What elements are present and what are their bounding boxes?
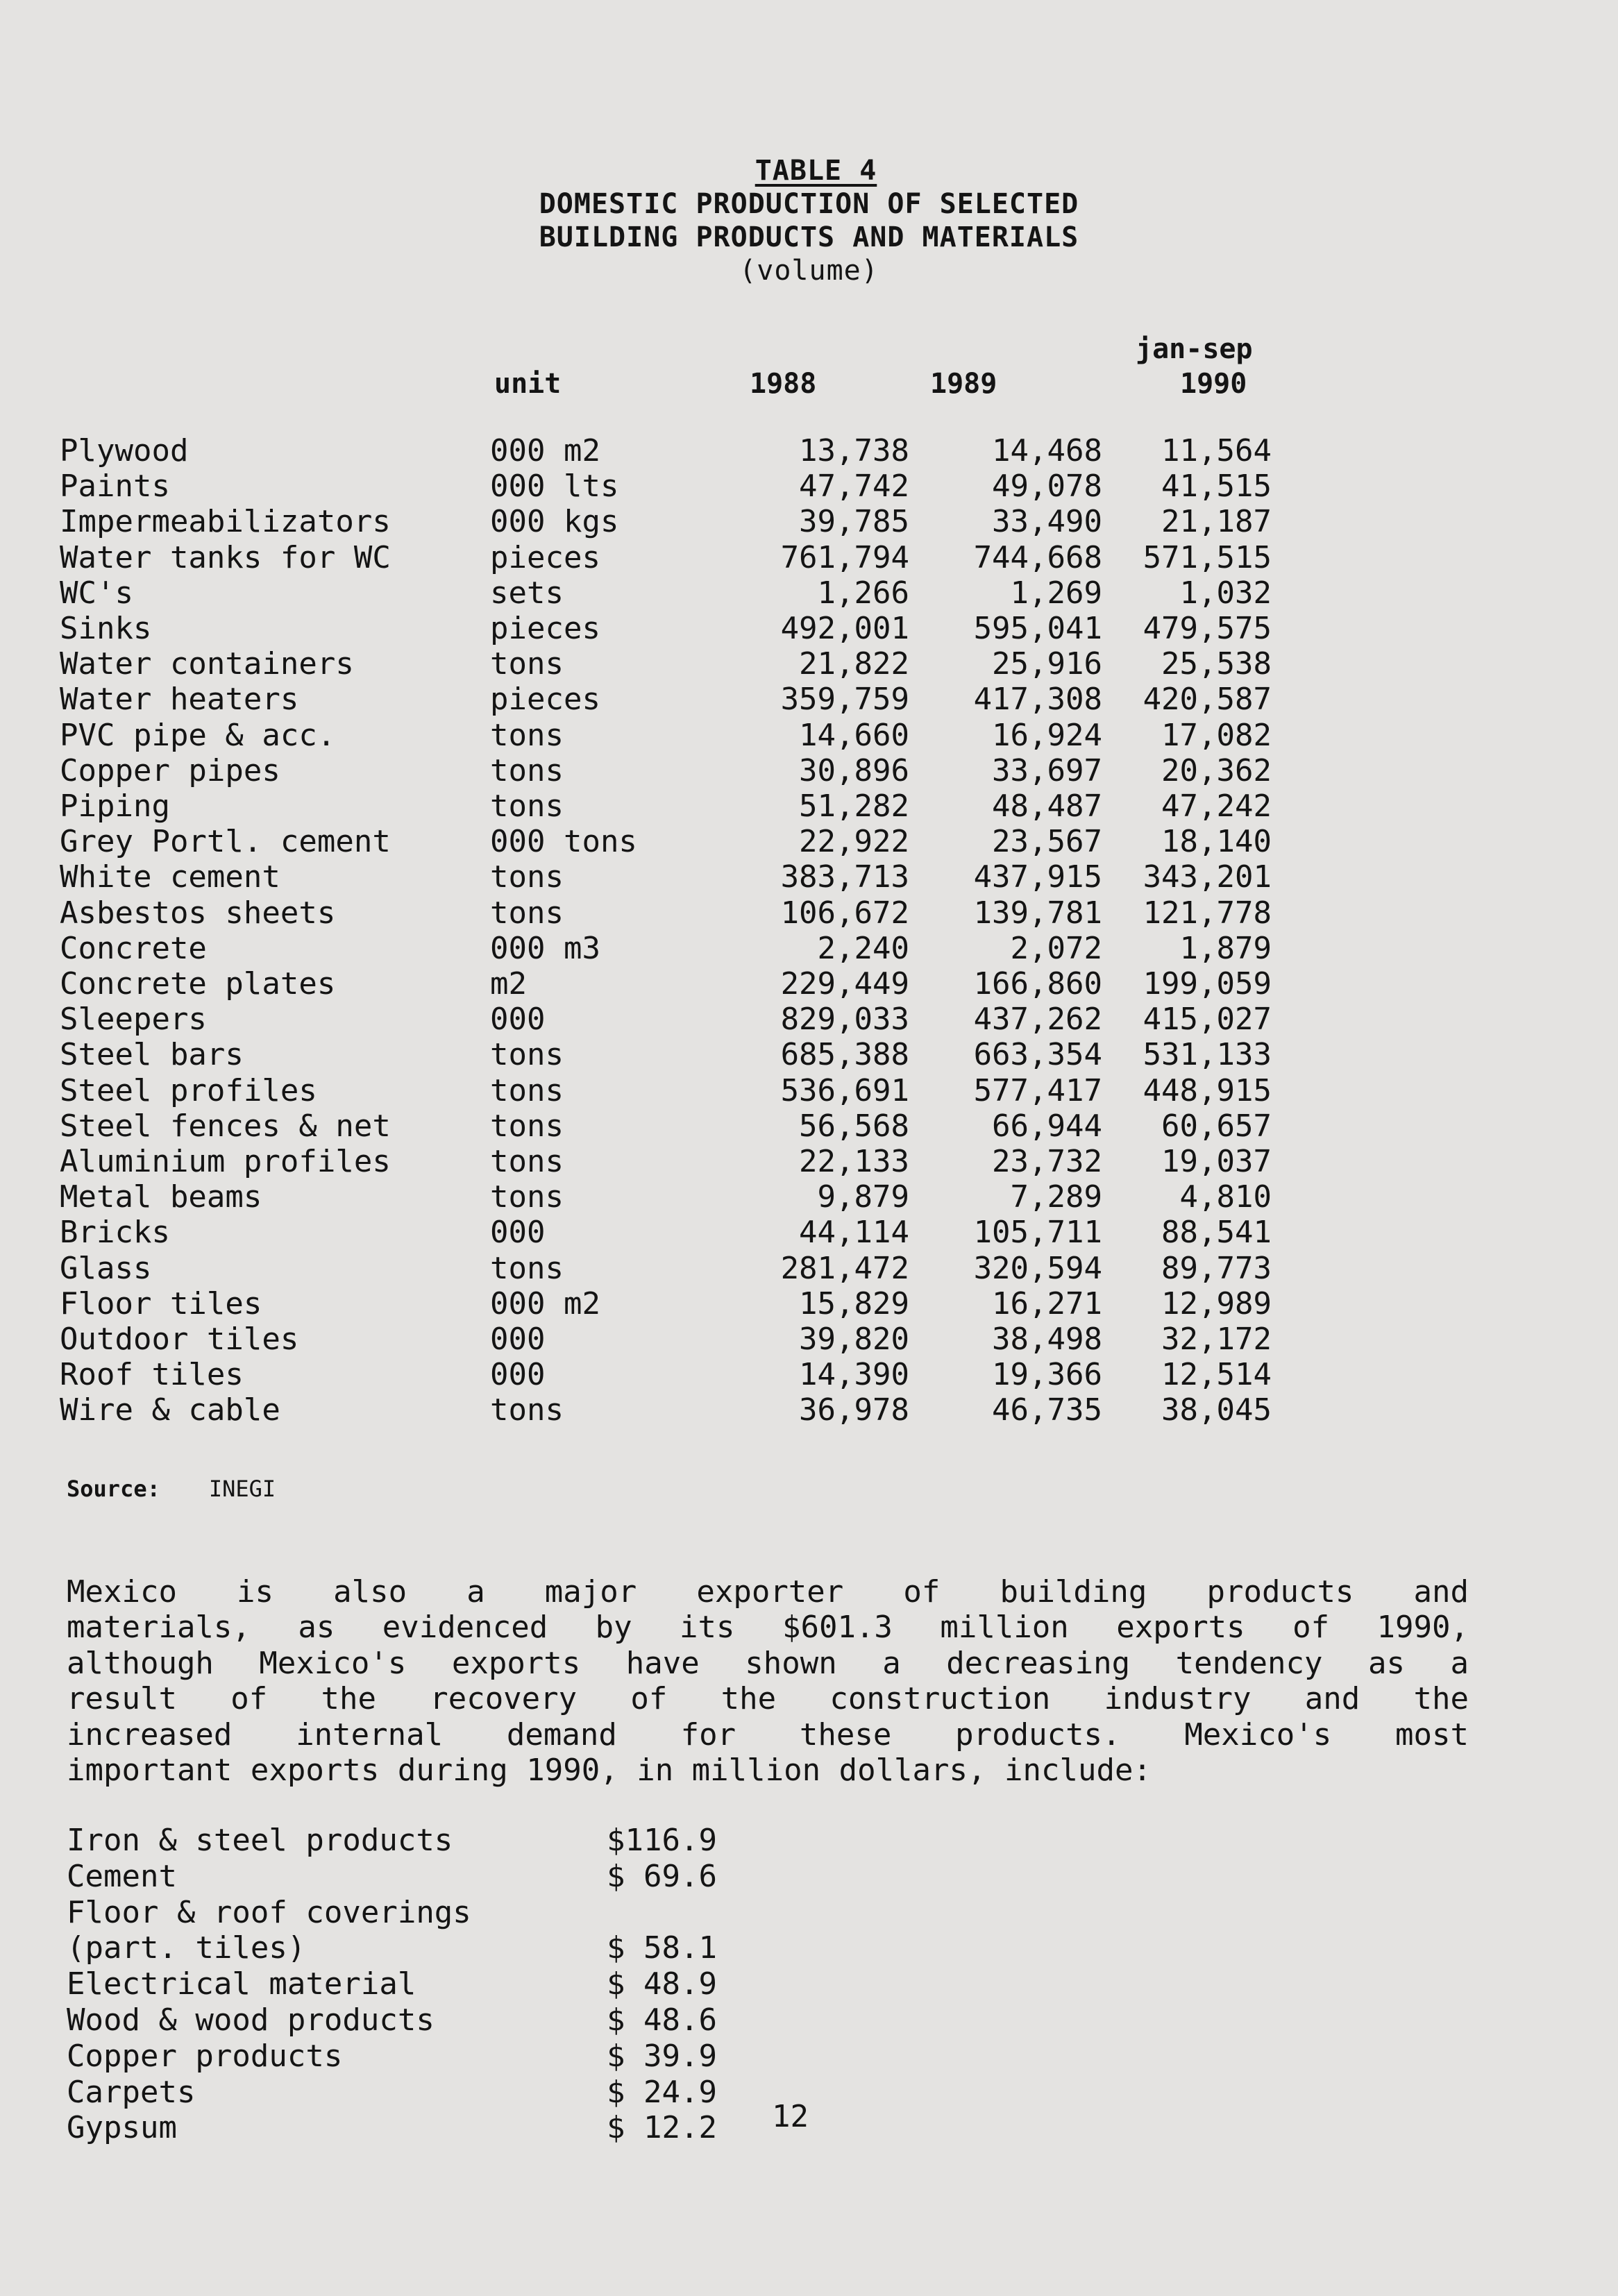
value-1989: 595,041 (973, 611, 1102, 647)
export-name: Iron & steel products (67, 1823, 453, 1858)
table-subtitle: (volume) (739, 255, 879, 287)
list-item (67, 1859, 717, 1895)
value-1990: 19,037 (1161, 1144, 1272, 1180)
table-title-line-1: DOMESTIC PRODUCTION OF SELECTED (539, 188, 1079, 220)
header-1990-period: jan-sep (1136, 333, 1253, 365)
product-unit: sets (490, 575, 564, 611)
source-note (67, 1476, 276, 1502)
product-name: Roof tiles (60, 1357, 244, 1393)
table-row (60, 824, 1272, 859)
table-row (60, 1392, 1272, 1428)
value-1990: 20,362 (1161, 752, 1272, 788)
paragraph-line: although Mexico's exports have shown a decreasing tendency as a (67, 1645, 1469, 1681)
value-1990: 60,657 (1161, 1108, 1272, 1144)
table-row (60, 433, 1272, 469)
value-1989: 48,487 (992, 788, 1102, 825)
table-row (60, 966, 1272, 1002)
product-unit: 000 m3 (490, 930, 600, 966)
product-unit: 000 (490, 1002, 546, 1038)
product-name: Grey Portl. cement (60, 824, 391, 860)
product-name: Water tanks for WC (60, 539, 391, 575)
table-row (60, 1215, 1272, 1250)
value-1989: 19,366 (992, 1357, 1102, 1393)
value-1990: 121,778 (1143, 895, 1272, 931)
table-row (60, 646, 1272, 682)
table-row (60, 504, 1272, 539)
value-1989: 16,924 (992, 717, 1102, 753)
value-1988: 21,822 (799, 646, 909, 682)
table-row (60, 1179, 1272, 1215)
value-1990: 47,242 (1161, 788, 1272, 825)
list-item (67, 1966, 717, 2002)
list-item (67, 2002, 717, 2038)
list-item (67, 2038, 717, 2075)
product-name: Outdoor tiles (60, 1322, 299, 1358)
table-row (60, 1286, 1272, 1322)
page-number: 12 (772, 2099, 809, 2134)
table-row (60, 469, 1272, 504)
value-1988: 536,691 (780, 1072, 909, 1108)
list-item (67, 1930, 717, 1966)
value-1990: 415,027 (1143, 1002, 1272, 1038)
source-value: INEGI (208, 1476, 276, 1502)
export-name: Wood & wood products (67, 2002, 435, 2038)
value-1989: 166,860 (973, 966, 1102, 1002)
table-row (60, 788, 1272, 824)
product-unit: tons (490, 1037, 564, 1073)
value-1988: 44,114 (799, 1215, 909, 1251)
export-name: Carpets (67, 2074, 196, 2110)
product-unit: 000 tons (490, 824, 637, 860)
table-row (60, 718, 1272, 753)
product-name: Steel bars (60, 1037, 244, 1073)
product-name: Plywood (60, 433, 189, 469)
value-1988: 13,738 (799, 433, 909, 469)
product-name: Metal beams (60, 1179, 262, 1215)
product-name: Piping (60, 788, 170, 825)
export-value: $ 48.9 (607, 1966, 717, 2002)
export-name: Electrical material (67, 1966, 416, 2002)
list-item (67, 1895, 717, 1931)
product-unit: tons (490, 1144, 564, 1180)
table-row (60, 753, 1272, 788)
value-1989: 577,417 (973, 1072, 1102, 1108)
export-name: Floor & roof coverings (67, 1894, 471, 1930)
value-1990: 1,879 (1179, 930, 1272, 966)
value-1990: 531,133 (1143, 1037, 1272, 1073)
value-1989: 49,078 (992, 469, 1102, 505)
value-1990: 479,575 (1143, 611, 1272, 647)
header-unit: unit (494, 368, 562, 400)
product-name: Paints (60, 469, 170, 505)
table-title-line-2: BUILDING PRODUCTS AND MATERIALS (539, 221, 1079, 253)
value-1988: 106,672 (780, 895, 909, 931)
product-name: WC's (60, 575, 133, 611)
export-value: $ 39.9 (607, 2038, 717, 2074)
value-1989: 23,567 (992, 824, 1102, 860)
table-title-block (0, 154, 1618, 287)
export-value: $116.9 (607, 1823, 717, 1858)
list-item (67, 2110, 717, 2146)
value-1988: 30,896 (799, 752, 909, 788)
value-1988: 36,978 (799, 1392, 909, 1428)
export-value: $ 69.6 (607, 1858, 717, 1894)
table-row (60, 1037, 1272, 1072)
value-1990: 4,810 (1179, 1179, 1272, 1215)
value-1989: 417,308 (973, 682, 1102, 718)
table-row (60, 1073, 1272, 1108)
value-1990: 571,515 (1143, 539, 1272, 575)
product-name: Asbestos sheets (60, 895, 336, 931)
export-name: Cement (67, 1858, 177, 1894)
value-1990: 25,538 (1161, 646, 1272, 682)
product-unit: 000 (490, 1322, 546, 1358)
export-name: Gypsum (67, 2110, 177, 2146)
value-1990: 448,915 (1143, 1072, 1272, 1108)
export-value: $ 48.6 (607, 2002, 717, 2038)
value-1988: 22,922 (799, 824, 909, 860)
value-1988: 14,660 (799, 717, 909, 753)
value-1990: 12,989 (1161, 1285, 1272, 1322)
value-1988: 1,266 (817, 575, 909, 611)
export-name: (part. tiles) (67, 1930, 306, 1966)
value-1990: 12,514 (1161, 1357, 1272, 1393)
value-1989: 320,594 (973, 1250, 1102, 1286)
value-1990: 21,187 (1161, 504, 1272, 540)
export-value: $ 58.1 (607, 1930, 717, 1966)
value-1989: 14,468 (992, 433, 1102, 469)
table-row (60, 1108, 1272, 1144)
value-1989: 7,289 (1010, 1179, 1102, 1215)
value-1989: 1,269 (1010, 575, 1102, 611)
value-1988: 39,820 (799, 1322, 909, 1358)
product-name: Concrete plates (60, 966, 336, 1002)
value-1988: 22,133 (799, 1144, 909, 1180)
table-row (60, 895, 1272, 931)
value-1990: 17,082 (1161, 717, 1272, 753)
value-1988: 383,713 (780, 859, 909, 895)
table-row (60, 931, 1272, 966)
value-1990: 38,045 (1161, 1392, 1272, 1428)
product-unit: tons (490, 1392, 564, 1428)
header-1990: 1990 (1180, 368, 1247, 400)
value-1989: 2,072 (1010, 930, 1102, 966)
value-1988: 829,033 (780, 1002, 909, 1038)
table-row (60, 611, 1272, 646)
product-unit: tons (490, 859, 564, 895)
value-1988: 51,282 (799, 788, 909, 825)
product-unit: 000 m2 (490, 1285, 600, 1322)
value-1990: 420,587 (1143, 682, 1272, 718)
value-1989: 139,781 (973, 895, 1102, 931)
product-unit: pieces (490, 611, 600, 647)
product-unit: tons (490, 752, 564, 788)
product-name: Water containers (60, 646, 354, 682)
value-1988: 39,785 (799, 504, 909, 540)
product-unit: 000 lts (490, 469, 619, 505)
list-item (67, 2075, 717, 2111)
value-1988: 492,001 (780, 611, 909, 647)
value-1988: 229,449 (780, 966, 909, 1002)
product-unit: tons (490, 895, 564, 931)
product-unit: m2 (490, 966, 527, 1002)
value-1990: 88,541 (1161, 1215, 1272, 1251)
table-number: TABLE 4 (755, 155, 877, 187)
product-unit: tons (490, 1250, 564, 1286)
product-unit: tons (490, 1108, 564, 1144)
value-1990: 343,201 (1143, 859, 1272, 895)
table-row (60, 1144, 1272, 1179)
paragraph-line: result of the recovery of the construction industry and the (67, 1681, 1469, 1717)
product-unit: tons (490, 717, 564, 753)
product-name: Bricks (60, 1215, 170, 1251)
value-1989: 437,915 (973, 859, 1102, 895)
exports-list (67, 1823, 717, 2146)
export-value: $ 24.9 (607, 2074, 717, 2110)
export-name: Copper products (67, 2038, 343, 2074)
source-label: Source: (67, 1476, 160, 1502)
header-1988: 1988 (750, 368, 817, 400)
product-name: Aluminium profiles (60, 1144, 391, 1180)
value-1988: 15,829 (799, 1285, 909, 1322)
table-row (60, 682, 1272, 717)
paragraph-line: Mexico is also a major exporter of building products and (67, 1574, 1469, 1610)
product-name: Water heaters (60, 682, 299, 718)
product-unit: 000 kgs (490, 504, 619, 540)
export-value: $ 12.2 (607, 2110, 717, 2146)
product-name: PVC pipe & acc. (60, 717, 336, 753)
paragraph-line: increased internal demand for these products. Mexico's most (67, 1716, 1469, 1753)
production-table (60, 433, 1272, 1428)
exports-paragraph (67, 1574, 1469, 1788)
value-1989: 46,735 (992, 1392, 1102, 1428)
product-name: Glass (60, 1250, 152, 1286)
value-1990: 199,059 (1143, 966, 1272, 1002)
value-1989: 66,944 (992, 1108, 1102, 1144)
product-name: Steel profiles (60, 1072, 317, 1108)
table-row (60, 540, 1272, 575)
paragraph-line: materials, as evidenced by its $601.3 million exports of 1990, (67, 1610, 1469, 1646)
list-item (67, 1823, 717, 1859)
value-1990: 18,140 (1161, 824, 1272, 860)
table-row (60, 859, 1272, 895)
product-name: White cement (60, 859, 280, 895)
value-1989: 38,498 (992, 1322, 1102, 1358)
value-1989: 25,916 (992, 646, 1102, 682)
value-1988: 685,388 (780, 1037, 909, 1073)
table-row (60, 1002, 1272, 1037)
value-1989: 33,490 (992, 504, 1102, 540)
paragraph-line: important exports during 1990, in million dollars, include: (67, 1753, 1152, 1789)
table-row (60, 1357, 1272, 1392)
value-1990: 1,032 (1179, 575, 1272, 611)
value-1989: 437,262 (973, 1002, 1102, 1038)
value-1989: 33,697 (992, 752, 1102, 788)
product-unit: 000 (490, 1215, 546, 1251)
product-name: Sleepers (60, 1002, 207, 1038)
table-row (60, 575, 1272, 611)
header-1989: 1989 (930, 368, 997, 400)
product-unit: tons (490, 788, 564, 825)
export-value (607, 1895, 717, 1931)
value-1989: 744,668 (973, 539, 1102, 575)
product-unit: pieces (490, 539, 600, 575)
value-1988: 47,742 (799, 469, 909, 505)
product-name: Impermeabilizators (60, 504, 391, 540)
product-name: Floor tiles (60, 1285, 262, 1322)
value-1988: 359,759 (780, 682, 909, 718)
product-name: Sinks (60, 611, 152, 647)
product-unit: tons (490, 1072, 564, 1108)
table-row (60, 1251, 1272, 1286)
value-1989: 16,271 (992, 1285, 1102, 1322)
table-row (60, 1322, 1272, 1357)
value-1990: 32,172 (1161, 1322, 1272, 1358)
product-name: Wire & cable (60, 1392, 280, 1428)
value-1988: 14,390 (799, 1357, 909, 1393)
product-unit: 000 m2 (490, 433, 600, 469)
product-name: Concrete (60, 930, 207, 966)
value-1990: 89,773 (1161, 1250, 1272, 1286)
value-1989: 23,732 (992, 1144, 1102, 1180)
product-name: Steel fences & net (60, 1108, 391, 1144)
product-unit: 000 (490, 1357, 546, 1393)
product-unit: pieces (490, 682, 600, 718)
value-1988: 761,794 (780, 539, 909, 575)
value-1988: 56,568 (799, 1108, 909, 1144)
value-1988: 281,472 (780, 1250, 909, 1286)
value-1989: 105,711 (973, 1215, 1102, 1251)
value-1990: 41,515 (1161, 469, 1272, 505)
value-1988: 9,879 (817, 1179, 909, 1215)
value-1990: 11,564 (1161, 433, 1272, 469)
value-1988: 2,240 (817, 930, 909, 966)
product-unit: tons (490, 1179, 564, 1215)
product-unit: tons (490, 646, 564, 682)
product-name: Copper pipes (60, 752, 280, 788)
value-1989: 663,354 (973, 1037, 1102, 1073)
